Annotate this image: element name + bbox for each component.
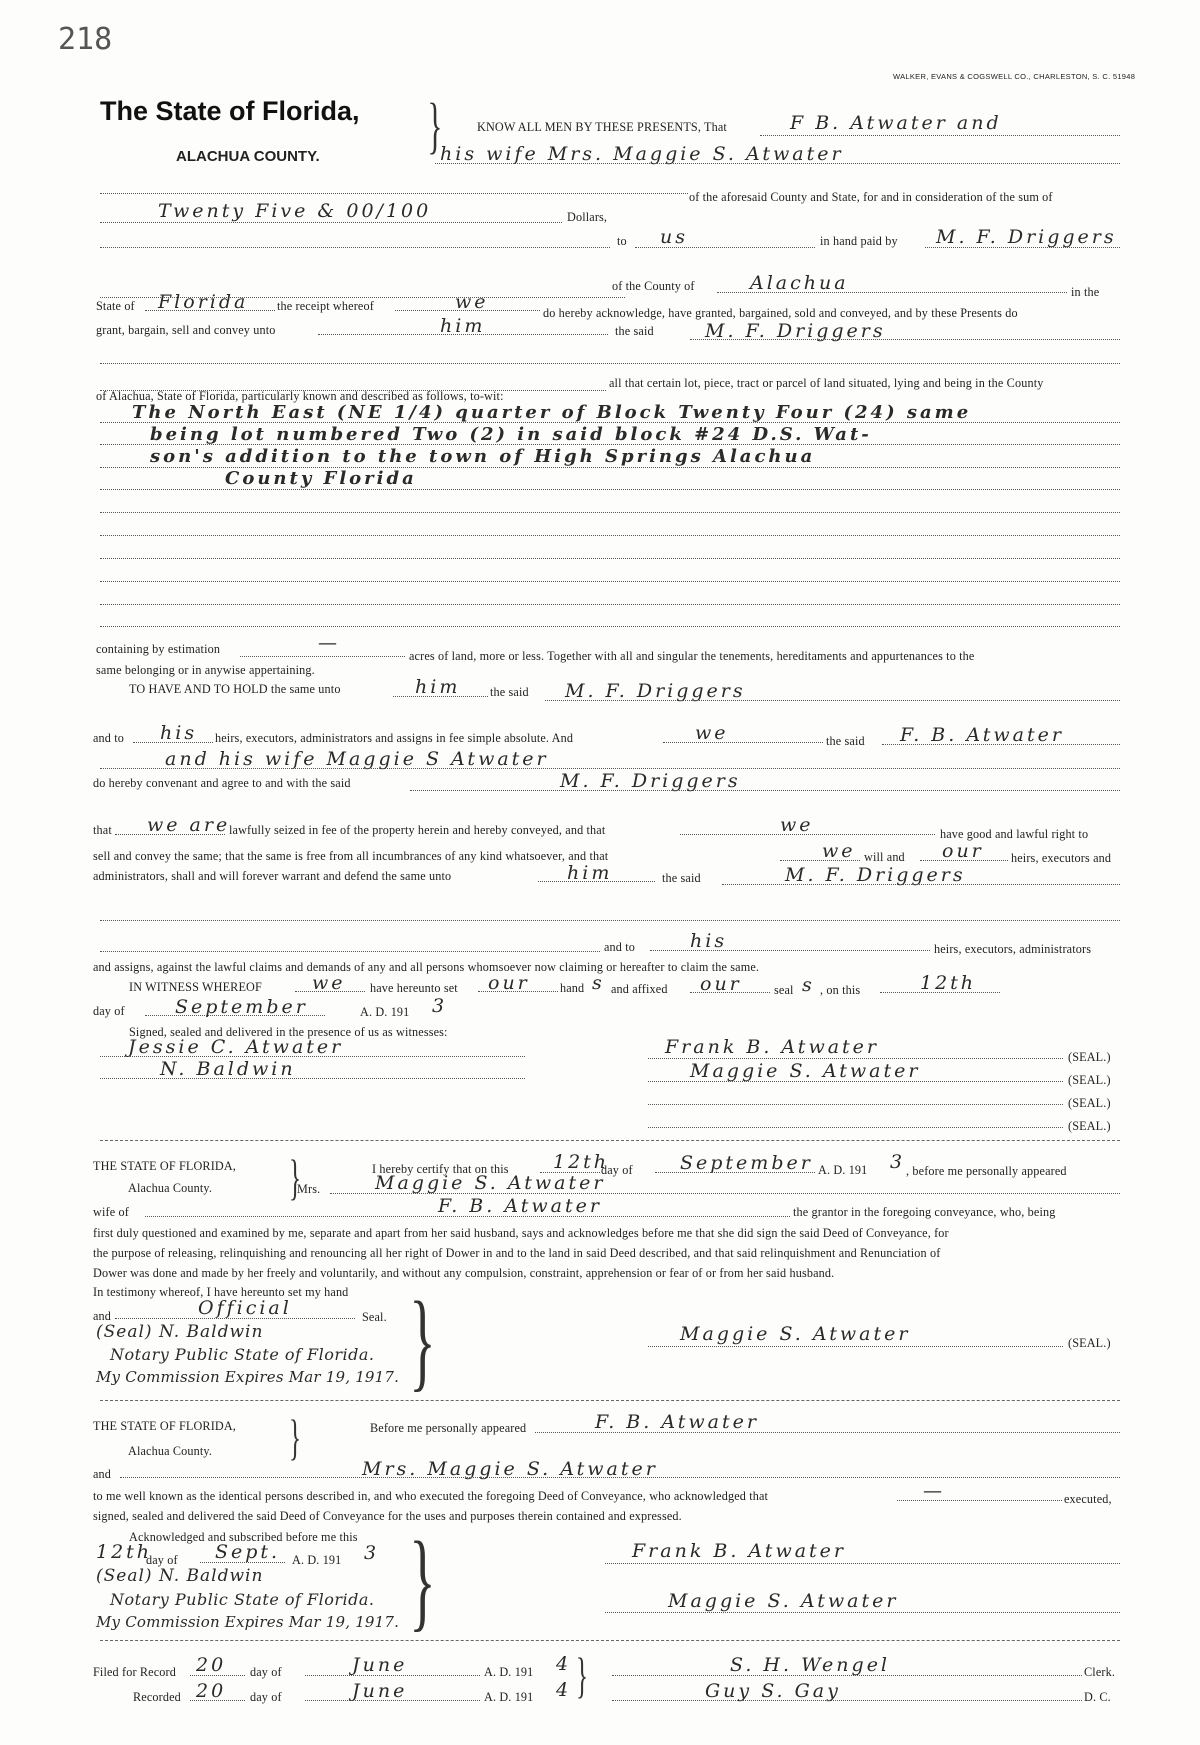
filed-day-of: day of — [250, 1665, 282, 1679]
right-party: we — [780, 814, 814, 836]
legal-desc-4: County Florida — [225, 468, 417, 489]
covenant-name-2: and his wife Maggie S Atwater — [165, 748, 549, 770]
receipt-party: we — [455, 291, 489, 313]
dower-ad: A. D. 191 — [818, 1163, 868, 1177]
have-said-label: the said — [490, 685, 529, 699]
on-this-label: , on this — [820, 983, 861, 997]
dower-seal-label: (SEAL.) — [1068, 1336, 1111, 1350]
dower-husband: F. B. Atwater — [438, 1195, 602, 1217]
recorded-label: Recorded — [133, 1690, 181, 1704]
ack-day-of: day of — [146, 1553, 178, 1567]
clerk-label: Clerk. — [1084, 1665, 1116, 1679]
signer-2-signature: Maggie S. Atwater — [690, 1060, 921, 1082]
state-of-label: State of — [96, 299, 135, 313]
filed-day: 20 — [196, 1654, 227, 1676]
state-title: The State of Florida, — [100, 96, 360, 126]
dower-seal: Seal. — [362, 1310, 387, 1324]
all-that-text: all that certain lot, piece, tract or parcel of land situated, lying and being in the County — [609, 376, 1044, 390]
covenant-text: do hereby convenant and agree to and with the said — [93, 776, 351, 790]
dower-day-num: 12th — [553, 1151, 610, 1173]
dower-year: 3 — [890, 1151, 906, 1173]
legal-desc-2: being lot numbered Two (2) in said block #24 D.S. Wat- — [150, 424, 872, 445]
ack-known: to me well known as the identical persons described in, and who executed the foregoing Deed of Conveyance, who acknowledged that — [93, 1489, 769, 1503]
state-name: Florida — [158, 291, 249, 313]
covenant-grantee: M. F. Driggers — [560, 770, 741, 792]
to-party: us — [660, 226, 688, 248]
dower-notary-brace: } — [409, 1279, 436, 1401]
and-to-2-label: and to — [604, 940, 636, 954]
ack-executed: executed, — [1064, 1492, 1112, 1506]
grantee-name: M. F. Driggers — [705, 320, 886, 342]
ack-notary-3: My Commission Expires Mar 19, 1917. — [96, 1613, 400, 1631]
receipt-label: the receipt whereof — [277, 299, 374, 313]
legal-desc-1: The North East (NE 1/4) quarter of Block Twenty Four (24) same — [132, 402, 972, 423]
legal-desc-3: son's addition to the town of High Springs Alachua — [150, 446, 816, 467]
filed-year: 4 — [556, 1653, 572, 1675]
ack-sign-1: Frank B. Atwater — [632, 1540, 846, 1562]
ad-label: A. D. 191 — [360, 1005, 410, 1019]
our-1: our — [488, 972, 530, 994]
ack-notary-brace: } — [409, 1519, 436, 1641]
filing-brace: } — [576, 1647, 588, 1703]
witness-2-signature: N. Baldwin — [160, 1058, 296, 1080]
seal-label-1: (SEAL.) — [1068, 1050, 1111, 1064]
have-name: M. F. Driggers — [565, 680, 746, 702]
heirs-text: heirs, executors, administrators and assigns in fee simple absolute. And — [215, 731, 574, 745]
printer-imprint: WALKER, EVANS & COGSWELL CO., CHARLESTON, S. C. 51948 — [893, 72, 1136, 81]
year-digit: 3 — [432, 995, 448, 1017]
witness-whereof-label: IN WITNESS WHEREOF — [129, 980, 262, 994]
acknowledge-text: do hereby acknowledge, have granted, bargained, sold and conveyed, and by these Presents do — [543, 306, 1018, 320]
grantor-name-1: F B. Atwater and — [790, 112, 1002, 134]
acres-value: — — [318, 632, 340, 654]
hand-s: s — [592, 972, 605, 994]
and-to-pronoun: his — [160, 722, 198, 744]
administrators-text: administrators, shall and will forever warrant and defend the same unto — [93, 869, 452, 883]
seal-word: seal — [774, 983, 794, 997]
day-num: 12th — [920, 972, 977, 994]
dower-notary-3: My Commission Expires Mar 19, 1917. — [96, 1368, 400, 1386]
ack-notary-2: Notary Public State of Florida. — [110, 1590, 375, 1609]
ack-acknowledged: Acknowledged and subscribed before me this — [129, 1530, 358, 1544]
dollars-label: Dollars, — [567, 210, 608, 224]
the-said-label: the said — [615, 324, 654, 338]
ack-notary-1: (Seal) N. Baldwin — [96, 1566, 264, 1586]
ack-county: Alachua County. — [128, 1444, 213, 1458]
have-hereunto-label: have hereunto set — [370, 981, 458, 995]
defend-name: M. F. Driggers — [785, 864, 966, 886]
dower-body-3: Dower was done and made by her freely and voluntarily, and without any compulsion, constraint, apprehension or fear of or from her said husband. — [93, 1266, 835, 1280]
dower-state: THE STATE OF FLORIDA, — [93, 1159, 237, 1173]
dower-before: , before me personally appeared — [906, 1164, 1067, 1178]
dower-testimony: In testimony whereof, I have hereunto set my hand — [93, 1285, 349, 1299]
ack-name-1: F. B. Atwater — [595, 1411, 759, 1433]
payer-name: M. F. Driggers — [936, 226, 1117, 248]
to-label: to — [617, 234, 627, 248]
dower-body-2: the purpose of releasing, relinquishing and renouncing all her right of Dower in and to the land in said Deed described, and that said relinquishment and Renunciation of — [93, 1246, 941, 1260]
good-right-text: have good and lawful right to — [940, 827, 1089, 841]
dower-notary-1: (Seal) N. Baldwin — [96, 1322, 264, 1342]
filed-ad: A. D. 191 — [484, 1665, 534, 1679]
rec-day: 20 — [196, 1680, 227, 1702]
know-all-text: KNOW ALL MEN BY THESE PRESENTS, That — [477, 120, 727, 134]
and-affixed-label: and affixed — [611, 982, 668, 996]
belonging-text: same belonging or in anywise appertaining. — [96, 663, 315, 677]
rec-year: 4 — [556, 1679, 572, 1701]
dower-mrs-name: Maggie S. Atwater — [375, 1172, 606, 1194]
month-name: September — [175, 996, 308, 1018]
ack-sign-2: Maggie S. Atwater — [668, 1590, 899, 1612]
of-alachua-text: of Alachua, State of Florida, particularly known and described as follows, to-wit: — [96, 389, 504, 403]
ack-brace: } — [289, 1409, 301, 1465]
hand-label: hand — [560, 981, 585, 995]
county-name: Alachua — [750, 272, 849, 294]
signer-1-signature: Frank B. Atwater — [665, 1036, 879, 1058]
sum-written: Twenty Five & 00/100 — [158, 200, 432, 222]
ack-blank: — — [923, 1480, 945, 1502]
ack-state: THE STATE OF FLORIDA, — [93, 1419, 237, 1433]
county-title: ALACHUA COUNTY. — [176, 148, 320, 165]
will-and-label: will and — [864, 850, 905, 864]
rec-month: June — [352, 1680, 408, 1702]
seal-label-3: (SEAL.) — [1068, 1096, 1111, 1110]
filed-month: June — [352, 1654, 408, 1676]
dc-label: D. C. — [1084, 1690, 1111, 1704]
page-number: 218 — [58, 22, 113, 57]
aforesaid-text: of the aforesaid County and State, for and in consideration of the sum of — [689, 190, 1053, 204]
seal-label-4: (SEAL.) — [1068, 1119, 1111, 1133]
seized-party: we are — [147, 814, 231, 836]
heirs-exec-admin-text: heirs, executors, administrators — [934, 942, 1092, 956]
seized-text: lawfully seized in fee of the property herein and hereby conveyed, and that — [229, 823, 606, 837]
his-2-pronoun: his — [690, 930, 728, 952]
dower-mrs: Mrs. — [297, 1182, 321, 1196]
grantor-name-2: his wife Mrs. Maggie S. Atwater — [440, 143, 844, 165]
seal-s: s — [802, 974, 815, 996]
ack-before: Before me personally appeared — [370, 1421, 527, 1435]
dower-and: and — [93, 1309, 112, 1323]
our-pronoun: our — [942, 840, 984, 862]
ack-year: 3 — [364, 1542, 380, 1564]
and-to-label: and to — [93, 731, 125, 745]
dower-month: September — [680, 1152, 813, 1174]
rec-day-of: day of — [250, 1690, 282, 1704]
day-of-label: day of — [93, 1004, 125, 1018]
ack-signed: signed, sealed and delivered the said Deed of Conveyance for the uses and purposes therein contained and expressed. — [93, 1509, 682, 1523]
dower-signature: Maggie S. Atwater — [680, 1323, 911, 1345]
containing-label: containing by estimation — [96, 642, 221, 656]
ack-and: and — [93, 1467, 112, 1481]
dower-county: Alachua County. — [128, 1181, 213, 1195]
dower-notary-2: Notary Public State of Florida. — [110, 1345, 375, 1364]
assigns-text: and assigns, against the lawful claims and demands of any and all persons whomsoever now claiming or hereafter to claim the same. — [93, 960, 760, 974]
ack-ad: A. D. 191 — [292, 1553, 342, 1567]
defend-pronoun: him — [567, 862, 613, 884]
grant-convey-text: grant, bargain, sell and convey unto — [96, 323, 276, 337]
acres-text: acres of land, more or less. Together with all and singular the tenements, hereditaments and appurtenances to the — [409, 649, 975, 663]
dower-certify: I hereby certify that on this — [372, 1162, 509, 1176]
have-pronoun: him — [415, 676, 461, 698]
in-hand-paid-label: in hand paid by — [820, 234, 898, 248]
of-county-label: of the County of — [612, 279, 695, 293]
our-2: our — [700, 973, 742, 995]
dower-official: Official — [198, 1297, 292, 1319]
dower-brace: } — [289, 1149, 301, 1205]
ack-day-num: 12th — [96, 1541, 153, 1563]
ack-name-2: Mrs. Maggie S. Atwater — [362, 1458, 658, 1480]
will-party: we — [822, 840, 856, 862]
dower-grantor: the grantor in the foregoing conveyance, who, being — [793, 1205, 1056, 1219]
and-party: we — [695, 722, 729, 744]
signed-sealed-text: Signed, sealed and delivered in the presence of us as witnesses: — [129, 1025, 448, 1039]
defend-said-label: the said — [662, 871, 701, 885]
heirs-exec-text: heirs, executors and — [1011, 851, 1112, 865]
the-said-2-label: the said — [826, 734, 865, 748]
witness-1-signature: Jessie C. Atwater — [128, 1036, 344, 1058]
dower-day-of: day of — [601, 1163, 633, 1177]
covenant-name-1: F. B. Atwater — [900, 724, 1064, 746]
that-label: that — [93, 823, 112, 837]
rec-ad: A. D. 191 — [484, 1690, 534, 1704]
dower-wife-of: wife of — [93, 1205, 129, 1219]
seal-label-2: (SEAL.) — [1068, 1073, 1111, 1087]
dc-signature: Guy S. Gay — [705, 1680, 841, 1702]
to-have-label: TO HAVE AND TO HOLD the same unto — [129, 682, 341, 696]
ack-month: Sept. — [215, 1541, 281, 1563]
brace-mark: } — [427, 92, 443, 160]
witness-party: we — [312, 972, 346, 994]
filed-label: Filed for Record — [93, 1665, 176, 1679]
grantee-pronoun: him — [440, 315, 486, 337]
dower-body-1: first duly questioned and examined by me, separate and apart from her said husband, says and acknowledges before me that she did sign the said Deed of Conveyance, for — [93, 1226, 949, 1240]
clerk-signature: S. H. Wengel — [730, 1654, 891, 1676]
in-the-label: in the — [1071, 285, 1100, 299]
sell-convey-text: sell and convey the same; that the same is free from all incumbrances of any kind whatsoever, and that — [93, 849, 609, 863]
